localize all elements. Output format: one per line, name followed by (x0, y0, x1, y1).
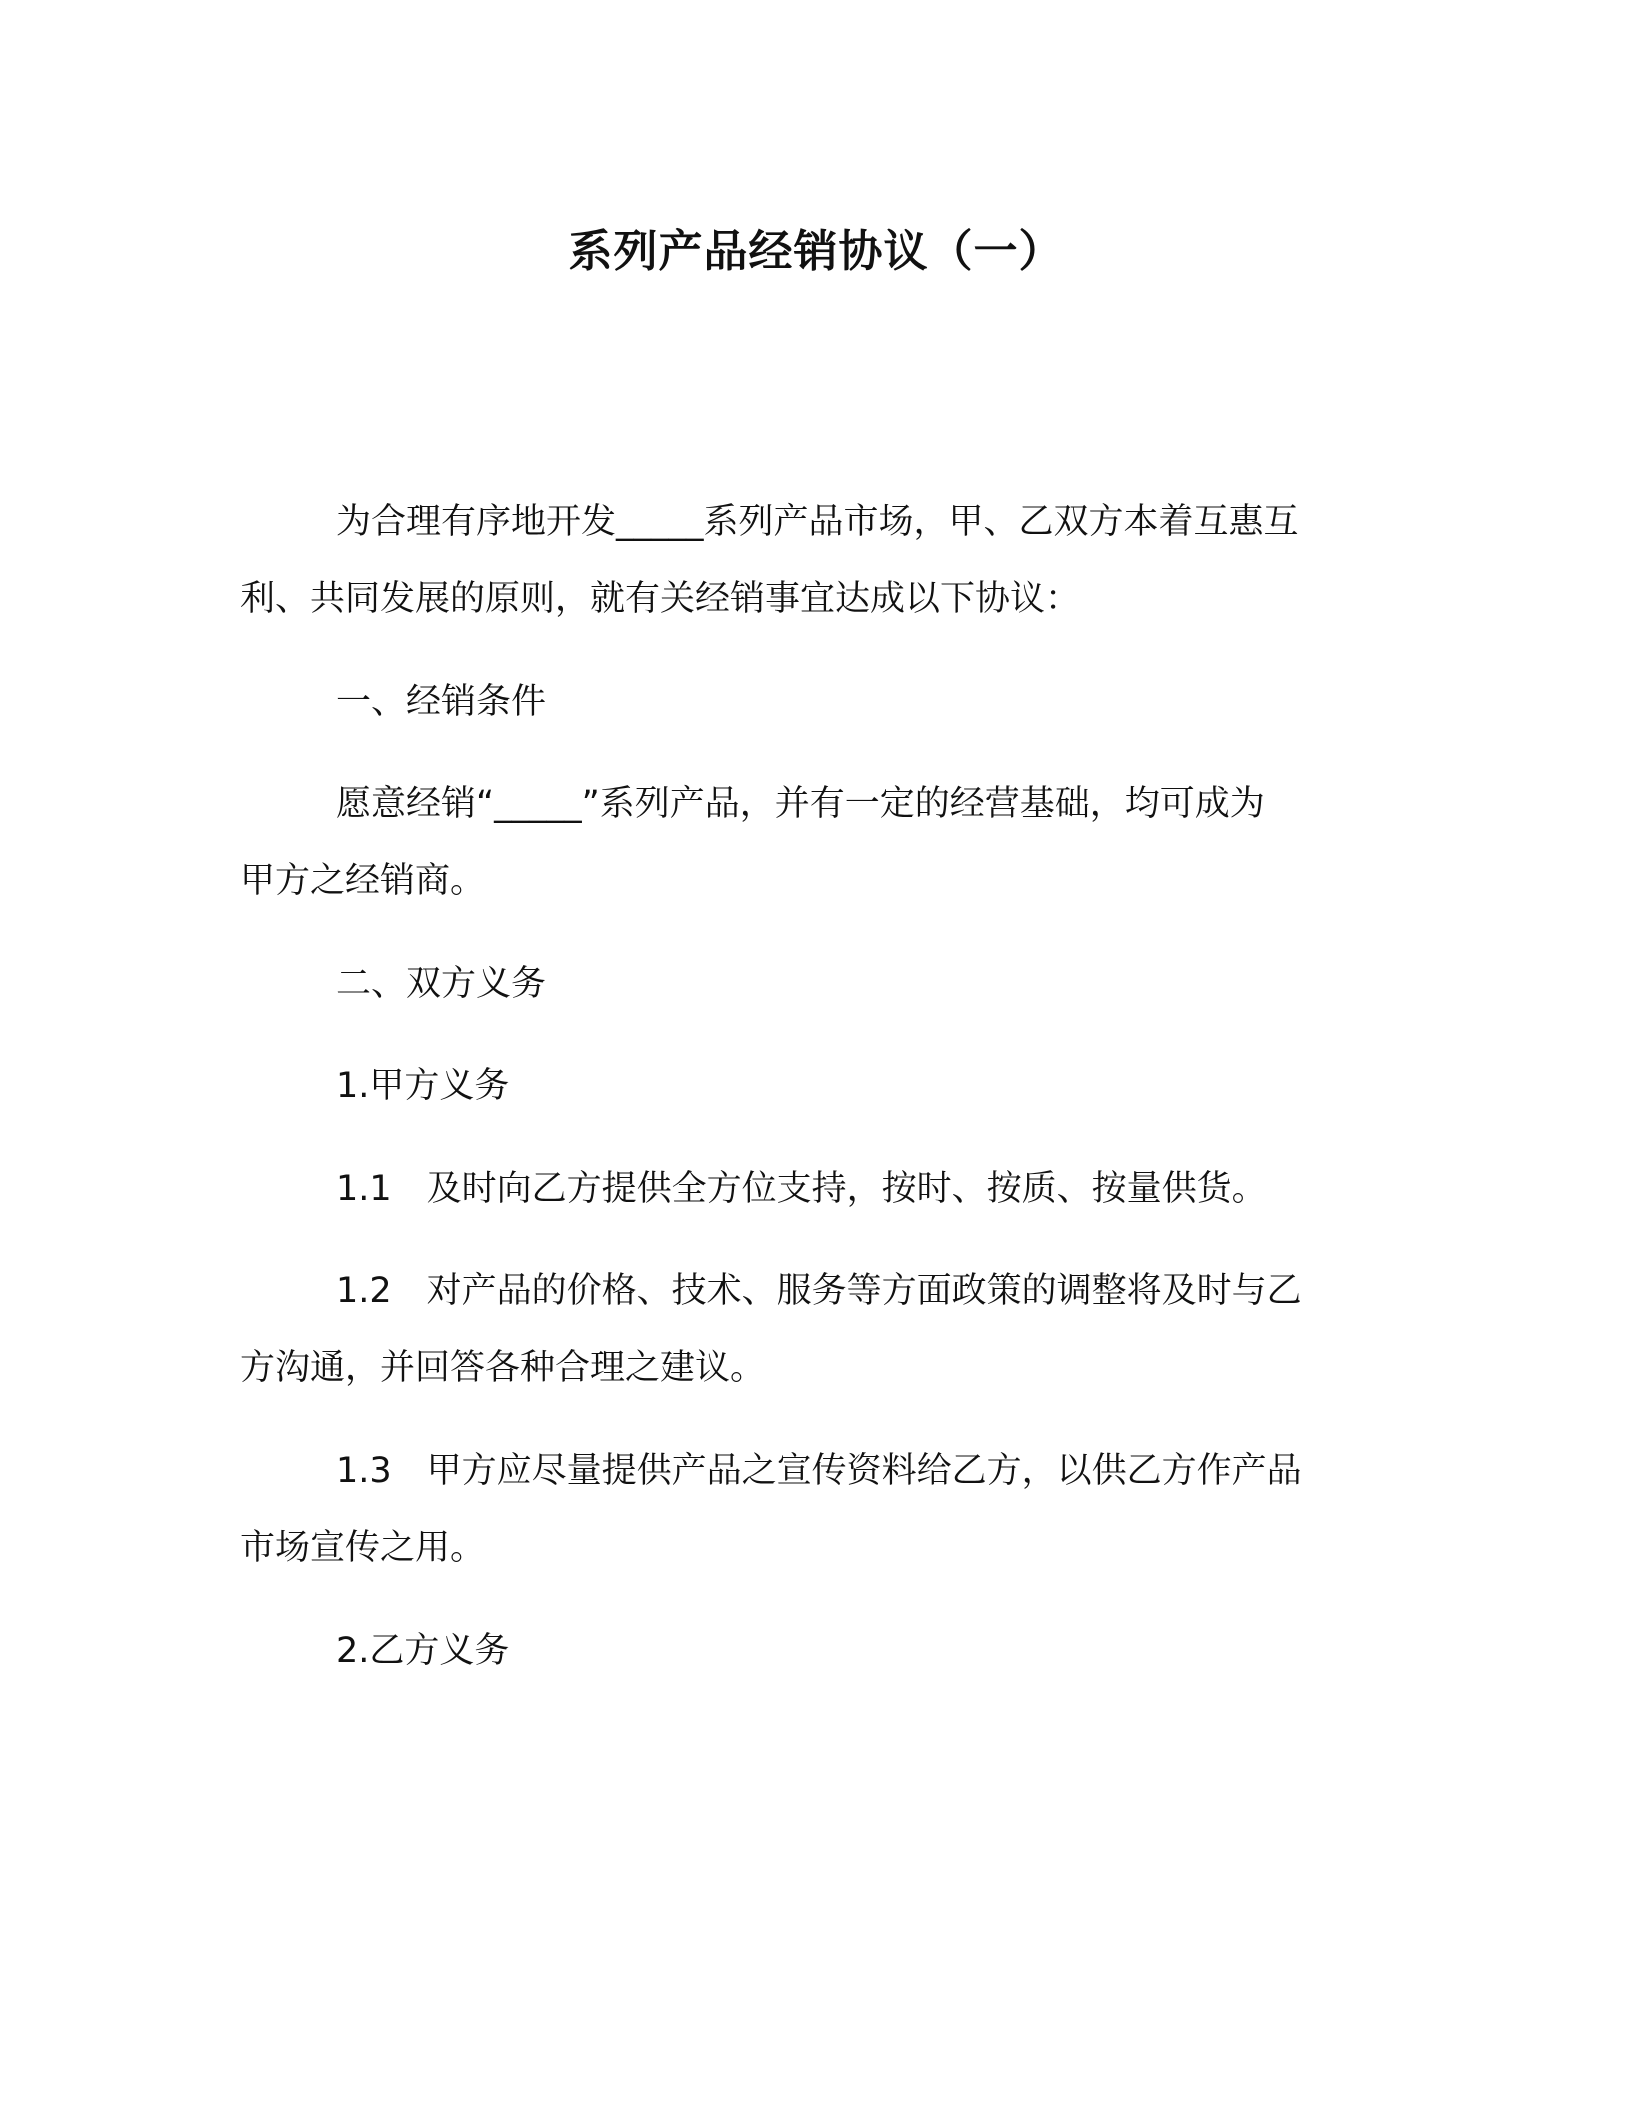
section-1-heading-text: 一、经销条件 (336, 682, 547, 722)
party-b-heading-text: 2.乙方义务 (336, 1631, 510, 1671)
section-1-line-1: 愿意经销“_____”系列产品，并有一定的经营基础，均可成为 (336, 784, 1265, 824)
intro-paragraph (240, 484, 1390, 638)
item-1-1-text: 1.1 及时向乙方提供全方位支持，按时、按质、按量供货。 (336, 1169, 1267, 1209)
section-1-paragraph (240, 766, 1390, 920)
section-1-heading (240, 664, 1390, 741)
intro-line-1: 为合理有序地开发_____系列产品市场，甲、乙双方本着互惠互 (336, 502, 1299, 542)
section-1-line-2: 甲方之经销商。 (240, 861, 486, 901)
party-a-heading (240, 1048, 1390, 1125)
document-title: 系列产品经销协议（一） (568, 226, 1064, 277)
item-1-3-line-2: 市场宣传之用。 (240, 1528, 486, 1568)
item-1-1 (240, 1151, 1390, 1228)
section-2-heading (240, 946, 1390, 1023)
intro-line-2: 利、共同发展的原则，就有关经销事宜达成以下协议： (240, 579, 1081, 619)
item-1-2-line-1: 1.2 对产品的价格、技术、服务等方面政策的调整将及时与乙 (336, 1271, 1302, 1311)
item-1-3 (240, 1433, 1390, 1587)
item-1-2 (240, 1253, 1390, 1407)
item-1-2-line-2: 方沟通，并回答各种合理之建议。 (240, 1348, 766, 1388)
party-a-heading-text: 1.甲方义务 (336, 1066, 510, 1106)
party-b-heading (240, 1613, 1390, 1690)
item-1-3-line-1: 1.3 甲方应尽量提供产品之宣传资料给乙方，以供乙方作产品 (336, 1451, 1302, 1491)
section-2-heading-text: 二、双方义务 (336, 964, 547, 1004)
